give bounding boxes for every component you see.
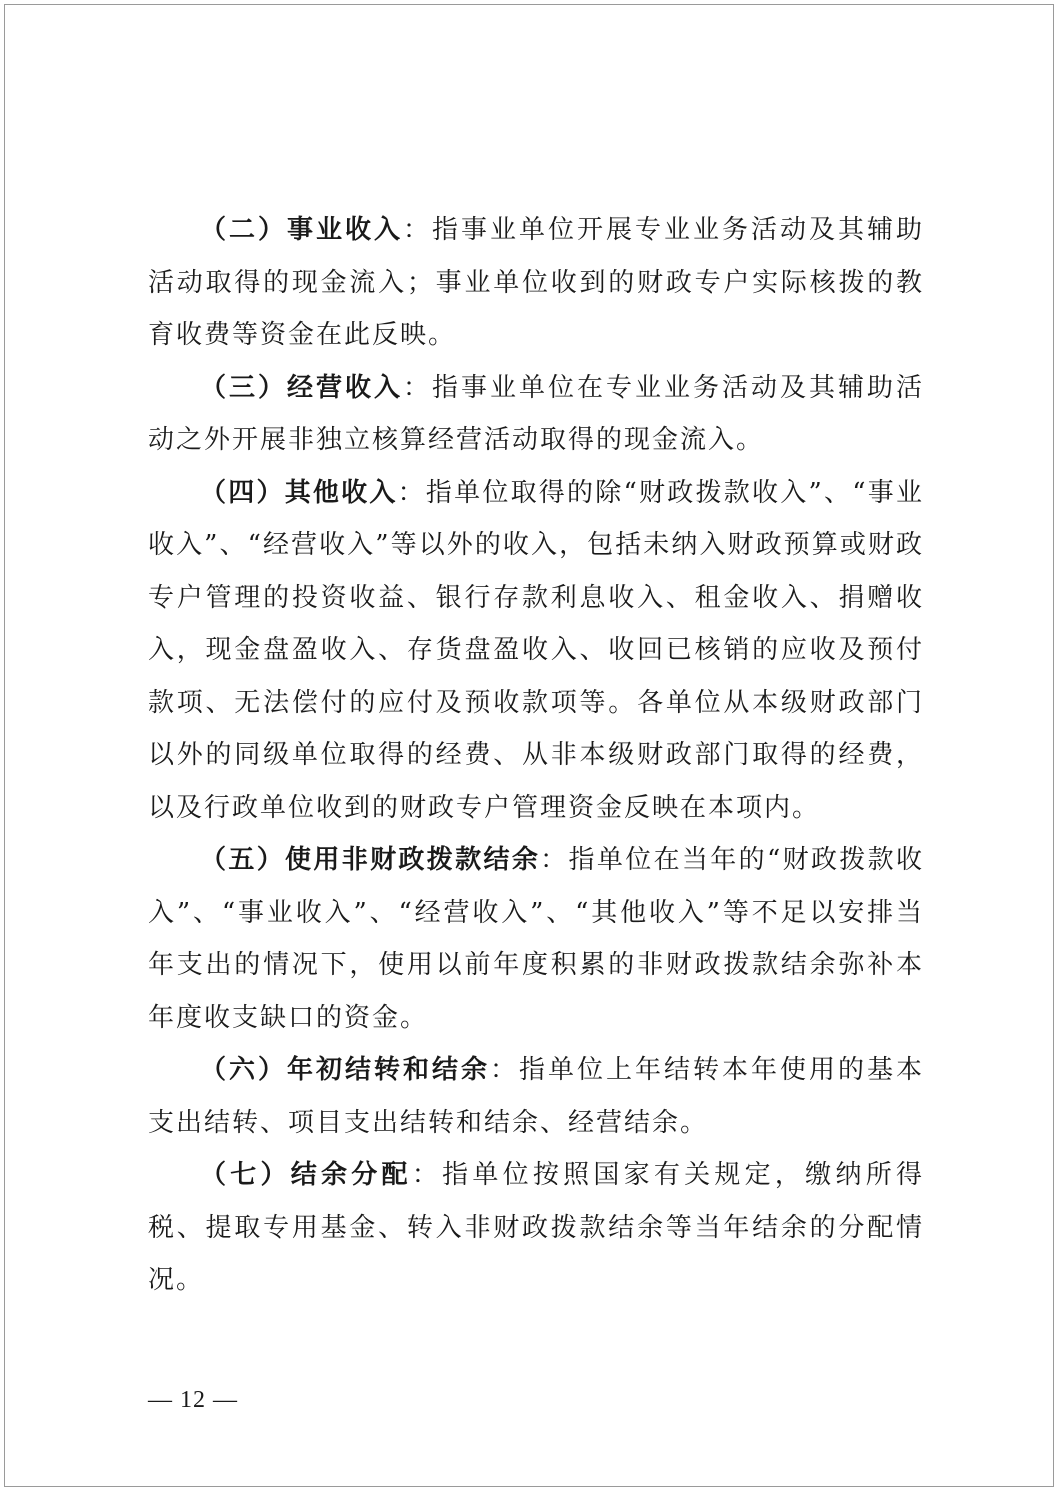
term-heading: （七）结余分配	[200, 1160, 412, 1190]
paragraph-balance-distribution	[148, 1149, 924, 1307]
term-separator: ：	[403, 215, 432, 245]
term-separator: ：	[489, 1055, 519, 1085]
term-heading: （四）其他收入	[200, 477, 398, 508]
paragraph-operating-income	[148, 362, 924, 467]
paragraph-non-fiscal-balance	[148, 834, 924, 1044]
paragraph-text: 指单位在当年的“财政拨款收入”、“事业收入”、“经营收入”、“其他收入”等不足以安排当年支出的情况下，使用以前年度积累的非财政拨款结余弥补本年度收支缺口的资金。	[148, 845, 924, 1033]
paragraph-carryover-balance	[148, 1044, 924, 1149]
paragraph-text: 指事业单位开展专业业务活动及其辅助活动取得的现金流入；事业单位收到的财政专户实际核拨的教育收费等资金在此反映。	[148, 215, 924, 350]
paragraph-text: 指单位取得的除“财政拨款收入”、“事业收入”、“经营收入”等以外的收入，包括未纳入财政预算或财政专户管理的投资收益、银行存款利息收入、租金收入、捐赠收入，现金盘盈收入、存货盘盈收入、收回已核销的应收及预付款项、无法偿付的应付及预收款项等。各单位从本级财政部门以外的同级单位取得的经费、从非本级财政部门取得的经费，以及行政单位收到的财政专户管理资金反映在本项内。	[148, 477, 924, 823]
term-heading: （六）年初结转和结余	[200, 1055, 490, 1085]
document-page	[4, 4, 1054, 1487]
paragraph-other-income	[148, 467, 924, 835]
term-separator: ：	[403, 372, 432, 403]
term-separator: ：	[540, 845, 569, 875]
paragraph-text: 指事业单位在专业业务活动及其辅助活动之外开展非独立核算经营活动取得的现金流入。	[148, 372, 924, 455]
paragraph-business-income	[148, 204, 924, 362]
paragraph-text: 指单位按照国家有关规定，缴纳所得税、提取专用基金、转入非财政拨款结余等当年结余的分配情况。	[148, 1160, 924, 1295]
term-heading: （二）事业收入	[200, 215, 403, 245]
body-text	[148, 204, 924, 1307]
term-separator: ：	[411, 1160, 443, 1190]
term-heading: （五）使用非财政拨款结余	[200, 845, 541, 875]
paragraph-text: 指单位上年结转本年使用的基本支出结转、项目支出结转和结余、经营结余。	[148, 1055, 924, 1138]
term-heading: （三）经营收入	[200, 372, 403, 403]
term-separator: ：	[397, 477, 426, 508]
page-number: — 12 —	[148, 1387, 238, 1413]
